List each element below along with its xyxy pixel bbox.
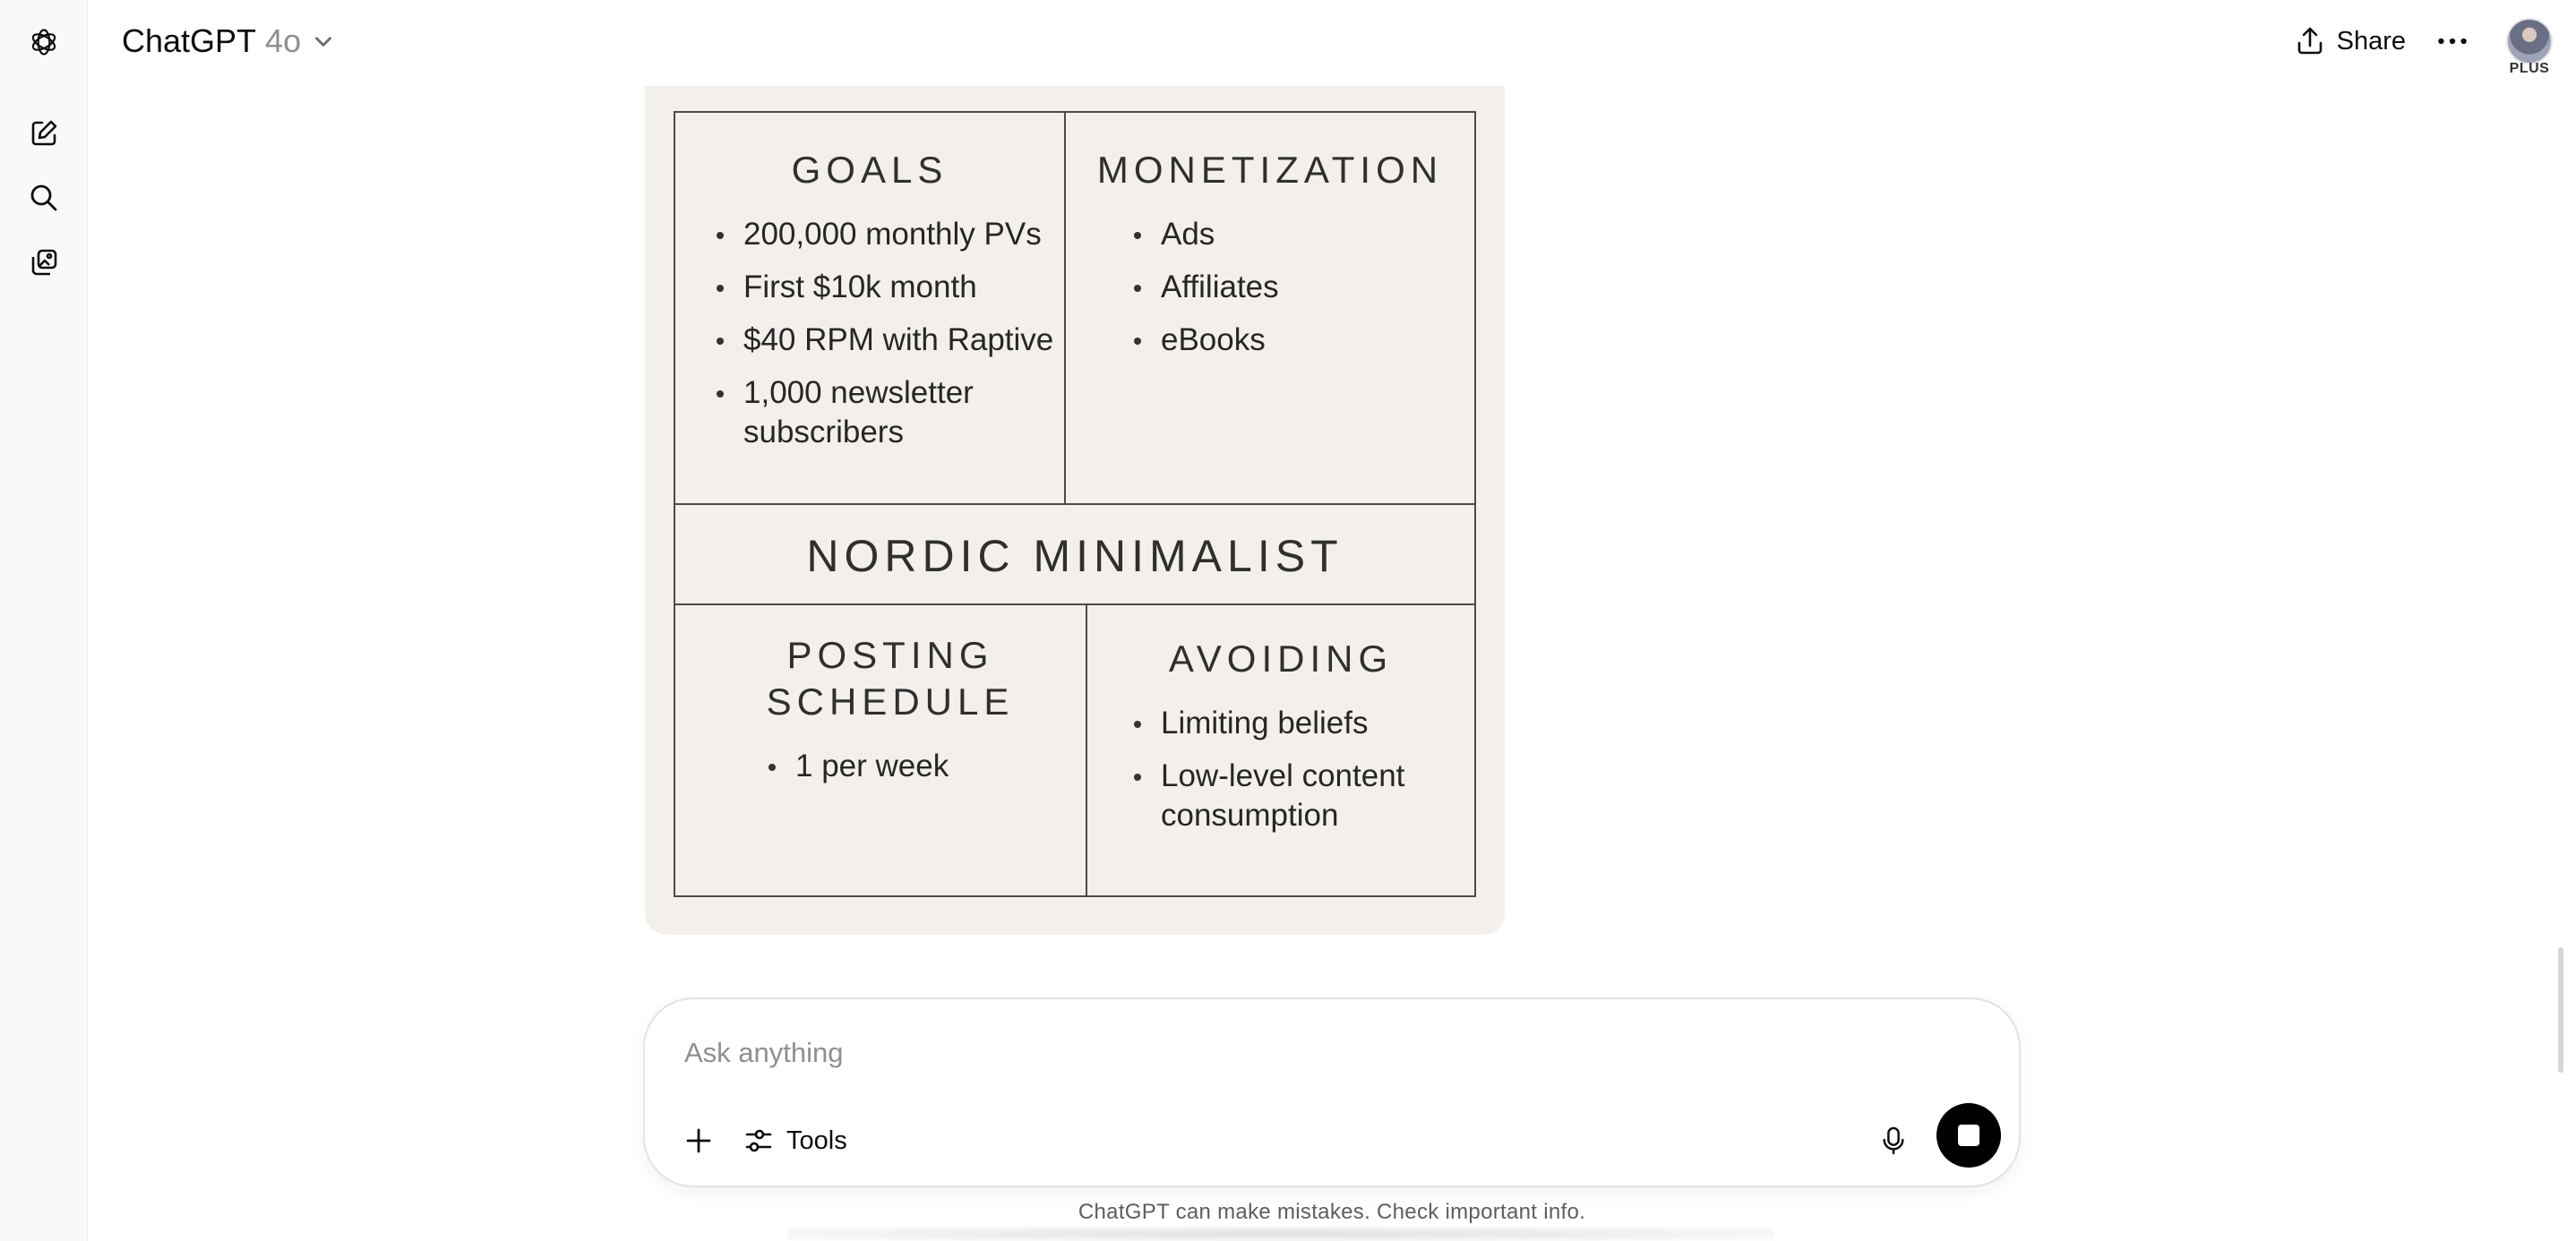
avoiding-section	[1087, 605, 1474, 895]
user-avatar[interactable]	[2506, 18, 2553, 64]
top-header	[88, 0, 2576, 82]
bottom-shadow	[788, 1227, 1773, 1241]
openai-logo-button[interactable]	[20, 18, 68, 66]
plan-badge: PLUS	[2509, 61, 2550, 76]
sliders-icon	[743, 1125, 774, 1156]
monetization-section	[1066, 113, 1474, 505]
plus-icon	[684, 1126, 713, 1155]
openai-logo-icon	[28, 26, 60, 58]
model-version: 4o	[265, 22, 302, 59]
goals-section	[675, 113, 1066, 505]
new-chat-button[interactable]	[20, 109, 68, 158]
disclaimer-text: ChatGPT can make mistakes. Check important info.	[1078, 1200, 1586, 1224]
monetization-list	[1134, 215, 1474, 360]
chevron-down-icon	[312, 30, 335, 53]
posting-list	[769, 747, 1086, 786]
list-item: Ads	[1134, 215, 1474, 254]
generated-image-card[interactable]	[645, 86, 1505, 935]
monetization-title: MONETIZATION	[1096, 149, 1444, 191]
list-item: 1,000 newsletter subscribers	[717, 373, 1012, 452]
avoiding-title: AVOIDING	[1168, 638, 1394, 680]
list-item: First $10k month	[717, 268, 1064, 307]
list-item: eBooks	[1134, 321, 1474, 360]
list-item: 1 per week	[769, 747, 1086, 786]
share-label: Share	[2336, 26, 2406, 56]
share-icon	[2294, 25, 2326, 57]
search-icon	[28, 182, 60, 214]
tools-label: Tools	[786, 1125, 847, 1155]
vision-board-grid	[674, 111, 1476, 897]
goals-title: GOALS	[791, 149, 949, 191]
message-composer	[643, 997, 2021, 1187]
more-options-button[interactable]	[2433, 21, 2472, 61]
posting-schedule-title: POSTING SCHEDULE	[766, 634, 1015, 723]
scrollbar[interactable]	[2558, 947, 2563, 1073]
list-item: $40 RPM with Raptive	[717, 321, 1064, 360]
library-button[interactable]	[20, 238, 68, 287]
share-button[interactable]	[2294, 20, 2406, 63]
prompt-input[interactable]	[684, 1031, 1938, 1074]
tools-button[interactable]	[743, 1119, 847, 1162]
posting-schedule-section	[675, 605, 1087, 895]
sidebar-rail	[0, 0, 88, 1241]
edit-icon	[28, 117, 60, 150]
dictate-button[interactable]	[1872, 1119, 1915, 1162]
list-item: Affiliates	[1134, 268, 1474, 307]
app-name: ChatGPT	[122, 22, 257, 59]
avoiding-list	[1134, 704, 1474, 835]
model-selector[interactable]	[122, 20, 335, 63]
more-horizontal-icon	[2436, 36, 2469, 47]
center-title-band	[675, 505, 1474, 605]
list-item: Limiting beliefs	[1134, 704, 1474, 743]
goals-list	[717, 215, 1064, 452]
stop-generating-button[interactable]	[1936, 1103, 2001, 1168]
images-icon	[28, 246, 60, 278]
search-chats-button[interactable]	[20, 174, 68, 222]
microphone-icon	[1880, 1125, 1907, 1156]
list-item: 200,000 monthly PVs	[717, 215, 1064, 254]
nordic-minimalist-title: NORDIC MINIMALIST	[806, 531, 1344, 581]
attach-button[interactable]	[677, 1119, 720, 1162]
list-item: Low-level content consumption	[1134, 757, 1421, 835]
stop-icon	[1958, 1125, 1979, 1146]
